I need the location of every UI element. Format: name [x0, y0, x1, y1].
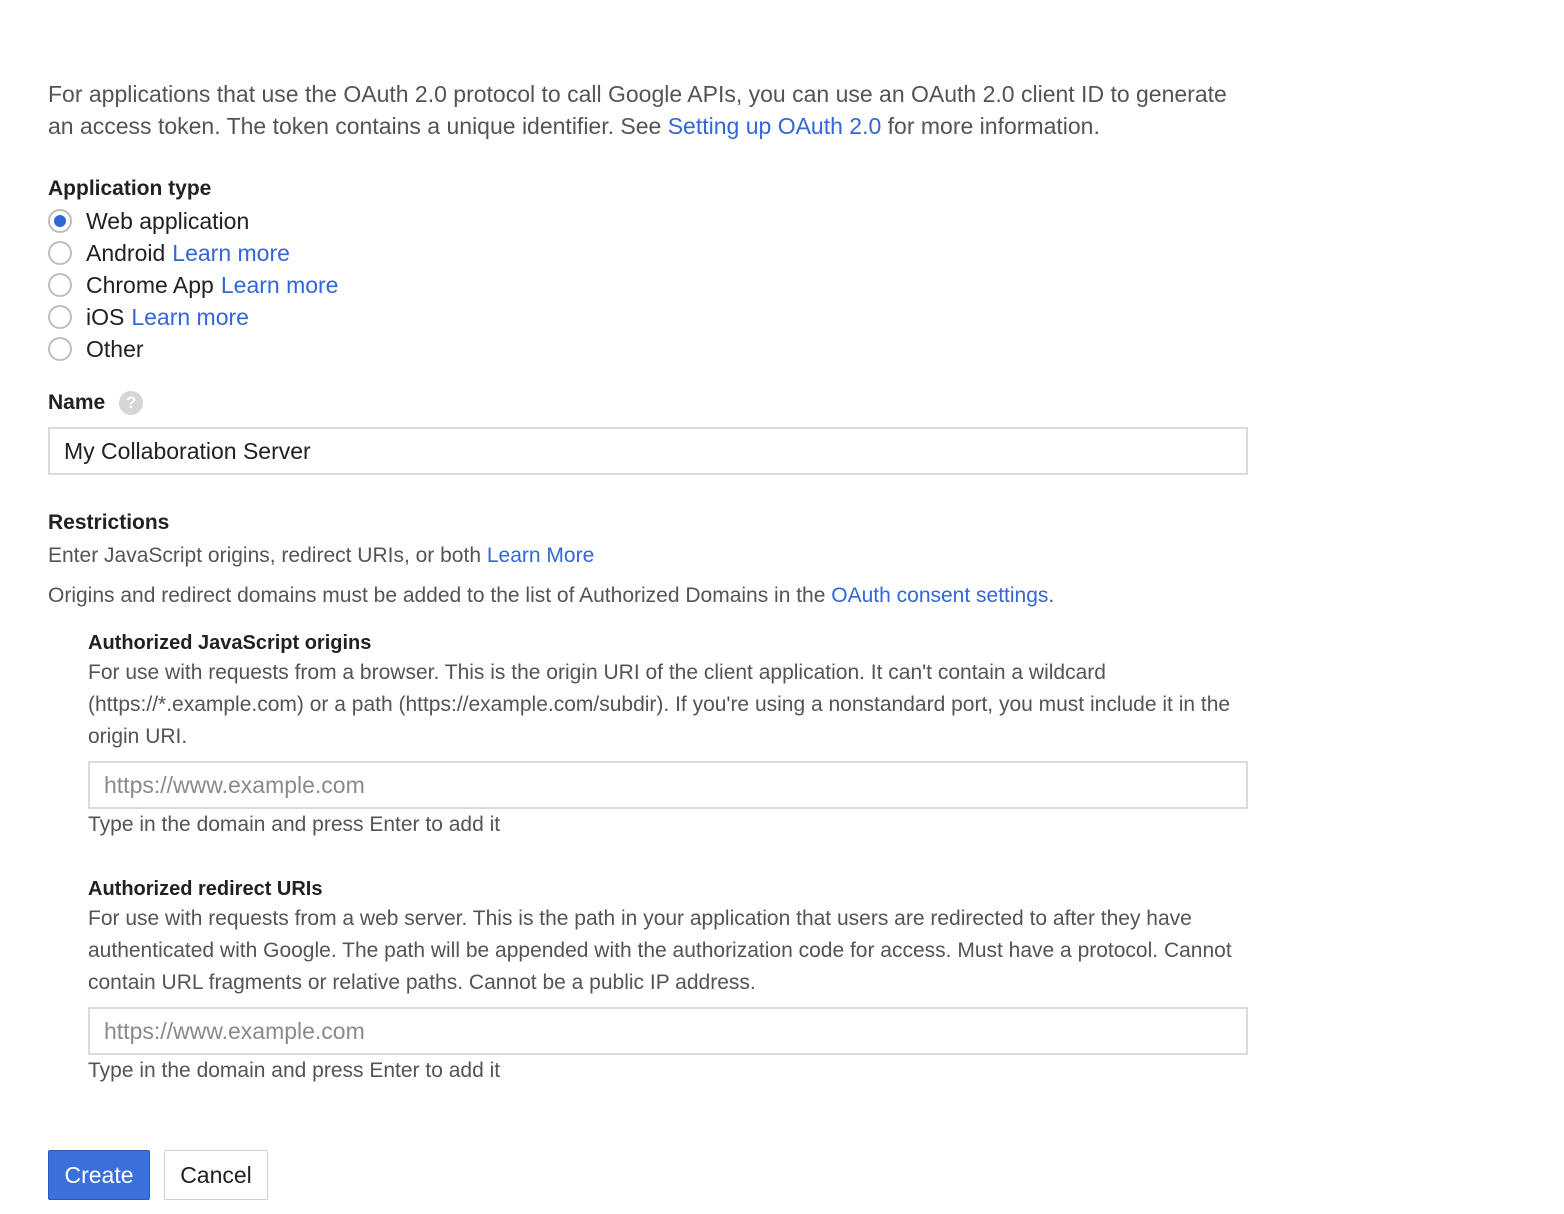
radio-option-ios[interactable]	[48, 301, 1248, 333]
oauth-consent-settings-link[interactable]: OAuth consent settings	[831, 584, 1049, 607]
restrictions-title: Restrictions	[48, 511, 170, 534]
intro-text-end: for more information.	[881, 113, 1100, 139]
js-origins-section	[88, 629, 1248, 839]
cancel-button[interactable]: Cancel	[164, 1150, 268, 1200]
application-type-label: Application type	[48, 177, 212, 200]
radio-label-ios: iOS	[86, 303, 125, 330]
restrictions-description	[48, 541, 1248, 571]
radio-option-chrome-app[interactable]	[48, 269, 1248, 301]
radio-chrome-app[interactable]	[48, 273, 72, 297]
radio-android[interactable]	[48, 241, 72, 265]
redirect-uris-section	[88, 875, 1248, 1085]
radio-option-web-application[interactable]	[48, 205, 1248, 237]
ios-learn-more-link[interactable]: Learn more	[131, 303, 249, 330]
js-origins-input[interactable]	[88, 761, 1248, 809]
origins-note-text: Origins and redirect domains must be added to the list of Authorized Domains in the	[48, 584, 832, 607]
radio-option-other[interactable]	[48, 333, 1248, 365]
intro-text-start: For applications that use the OAuth 2.0 protocol to call Google APIs, you can use an OAuth 2.0 client ID to generate an access token. The token contains a unique identifier. See	[48, 81, 1227, 139]
origins-note-end: .	[1048, 584, 1055, 607]
help-icon[interactable]: ?	[119, 391, 143, 415]
radio-option-android[interactable]	[48, 237, 1248, 269]
radio-web-application[interactable]	[48, 209, 72, 233]
setting-up-oauth-link[interactable]: Setting up OAuth 2.0	[667, 113, 882, 139]
radio-label-web-application: Web application	[86, 207, 250, 234]
radio-other[interactable]	[48, 337, 72, 361]
oauth-client-form	[48, 78, 1248, 1085]
redirect-uris-hint: Type in the domain and press Enter to add it	[88, 1059, 501, 1082]
chrome-app-learn-more-link[interactable]: Learn more	[220, 271, 339, 298]
name-label-row	[48, 389, 1248, 417]
origins-note	[48, 581, 1248, 611]
js-origins-hint: Type in the domain and press Enter to add it	[88, 813, 501, 836]
android-learn-more-link[interactable]: Learn more	[172, 239, 290, 266]
radio-label-android: Android	[86, 239, 166, 266]
form-actions	[48, 1150, 268, 1200]
js-origins-title: Authorized JavaScript origins	[88, 632, 372, 654]
redirect-uris-description: For use with requests from a web server. This is the path in your application that users are redirected to after they have authenticated with Google. The path will be appended with the authorization code for access. Must have a protocol. Cannot contain URL fragments or relative paths. Cannot be a public IP address.	[88, 907, 1232, 994]
name-label: Name	[48, 391, 106, 414]
radio-label-other: Other	[86, 335, 144, 362]
application-type-radio-group	[48, 205, 1248, 365]
intro-text	[48, 78, 1248, 142]
redirect-uris-title: Authorized redirect URIs	[88, 878, 323, 900]
redirect-uris-input[interactable]	[88, 1007, 1248, 1055]
restrictions-description-text: Enter JavaScript origins, redirect URIs, or both	[48, 544, 482, 567]
radio-ios[interactable]	[48, 305, 72, 329]
name-input[interactable]	[48, 427, 1248, 475]
restrictions-learn-more-link[interactable]: Learn More	[486, 544, 595, 567]
create-button[interactable]: Create	[48, 1150, 150, 1200]
js-origins-description: For use with requests from a browser. This is the origin URI of the client application. It can't contain a wildcard (https://*.example.com) or a path (https://example.com/subdir). If you're using a nonstandard port, you must include it in the origin URI.	[88, 661, 1231, 748]
radio-label-chrome-app: Chrome App	[86, 271, 214, 298]
